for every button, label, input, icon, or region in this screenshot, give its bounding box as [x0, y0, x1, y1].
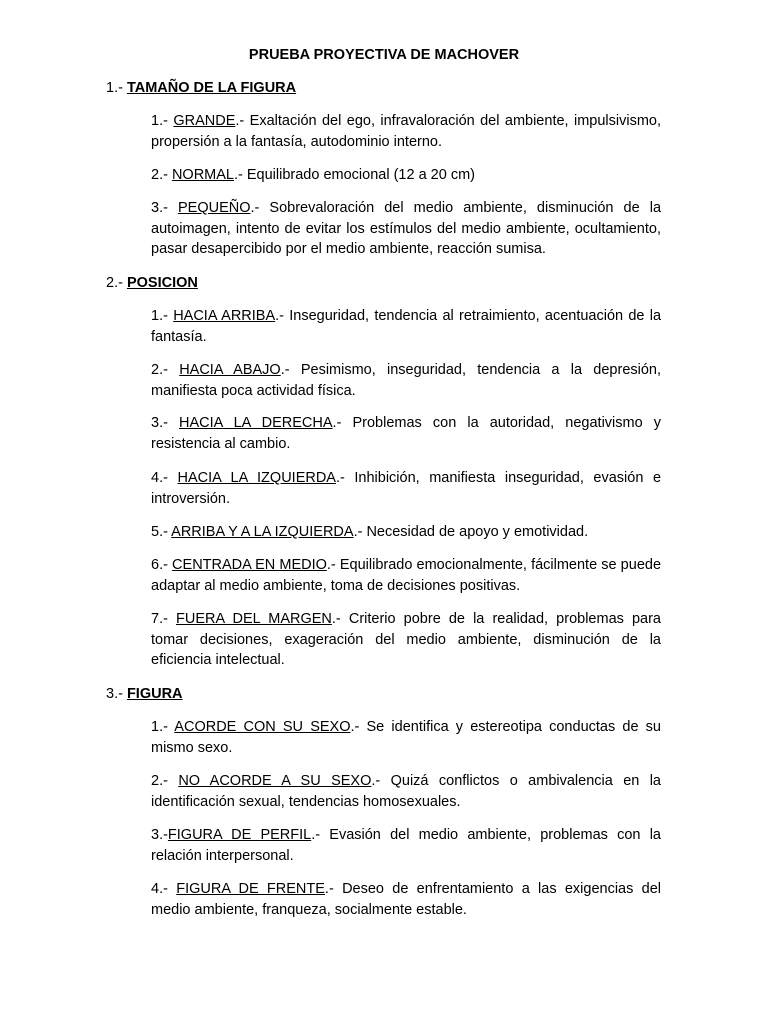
item-term: FIGURA DE FRENTE [176, 881, 325, 897]
item-term: HACIA LA IZQUIERDA [177, 470, 336, 486]
item-number: 6.- [151, 557, 173, 573]
item-term: PEQUEÑO [177, 200, 251, 216]
item-description: .- Exaltación del ego, infravaloración del ambiente, impulsivismo, propersión a la fantasía, autodominio interno. [151, 113, 661, 150]
list-item [151, 522, 661, 543]
item-term: ACORDE CON SU SEXO [174, 719, 351, 735]
item-description: .- Equilibrado emocional (12 a 20 cm) [234, 167, 475, 183]
item-description: .- Quizá conflictos o ambivalencia en la identificación sexual, tendencias homosexuales. [151, 773, 661, 810]
item-number: 1.- [151, 113, 174, 129]
section-heading [106, 273, 198, 293]
item-description: .- Inseguridad, tendencia al retraimiento, acentuación de la fantasía. [151, 308, 662, 345]
item-term: HACIA ABAJO [179, 362, 281, 378]
section-heading [106, 78, 296, 98]
section-title: TAMAÑO DE LA FIGURA [126, 80, 297, 96]
item-term: FUERA DEL MARGEN [176, 611, 332, 627]
item-term: ARRIBA Y A LA IZQUIERDA [171, 524, 354, 540]
list-item [151, 360, 661, 401]
list-item [151, 413, 661, 454]
item-term: CENTRADA EN MEDIO [172, 557, 327, 573]
item-number: 1.- [151, 308, 174, 324]
item-term: GRANDE [173, 113, 236, 129]
item-description: .- Equilibrado emocionalmente, fácilmente se puede adaptar al medio ambiente, toma de decisiones positivas. [151, 557, 662, 594]
list-item [151, 771, 661, 812]
list-item [151, 111, 661, 152]
item-number: 2.- [151, 362, 180, 378]
section-number: 3.- [106, 686, 127, 702]
item-number: 2.- [151, 167, 172, 183]
section-number: 2.- [106, 275, 127, 291]
list-item [151, 198, 661, 260]
item-number: 3.- [151, 415, 180, 431]
list-item [151, 825, 661, 866]
item-number: 3.- [151, 200, 178, 216]
item-description: .- Inhibición, manifiesta inseguridad, evasión e introversión. [151, 470, 662, 507]
item-description: .- Evasión del medio ambiente, problemas con la relación interpersonal. [151, 827, 661, 864]
item-number: 3.- [151, 827, 168, 843]
item-number: 5.- [151, 524, 172, 540]
list-item [151, 717, 661, 758]
section-title: FIGURA [126, 686, 183, 702]
item-description: .- Criterio pobre de la realidad, problemas para tomar decisiones, exageración del medio ambiente, disminución de la eficiencia intelectual. [151, 611, 661, 669]
item-description: .- Necesidad de apoyo y emotividad. [353, 524, 589, 540]
item-term: NORMAL [171, 167, 234, 183]
section-number: 1.- [106, 80, 127, 96]
document-title: PRUEBA PROYECTIVA DE MACHOVER [248, 47, 520, 63]
section-title: POSICION [126, 275, 198, 291]
item-number: 4.- [151, 470, 178, 486]
item-term: NO ACORDE A SU SEXO [178, 773, 372, 789]
list-item [151, 609, 661, 671]
item-number: 7.- [151, 611, 177, 627]
item-number: 1.- [151, 719, 175, 735]
list-item [151, 555, 661, 596]
item-description: .- Problemas con la autoridad, negativismo y resistencia al cambio. [151, 415, 661, 452]
item-description: .- Se identifica y estereotipa conductas de su mismo sexo. [151, 719, 661, 756]
item-description: .- Sobrevaloración del medio ambiente, disminución de la autoimagen, intento de evitar los estímulos del medio ambiente, ocultamiento, pasar desapercibido por el medio ambiente, reacción sumisa. [151, 200, 662, 258]
item-description: .- Deseo de enfrentamiento a las exigencias del medio ambiente, franqueza, socialmente estable. [151, 881, 662, 918]
item-number: 2.- [151, 773, 179, 789]
item-term: HACIA ARRIBA [173, 308, 276, 324]
list-item [151, 468, 661, 509]
list-item [151, 879, 661, 920]
list-item [151, 306, 661, 347]
item-description: .- Pesimismo, inseguridad, tendencia a la depresión, manifiesta poca actividad física. [151, 362, 662, 399]
list-item [151, 165, 661, 186]
section-heading [106, 684, 183, 704]
item-term: HACIA LA DERECHA [179, 415, 333, 431]
item-term: FIGURA DE PERFIL [167, 827, 312, 843]
item-number: 4.- [151, 881, 177, 897]
